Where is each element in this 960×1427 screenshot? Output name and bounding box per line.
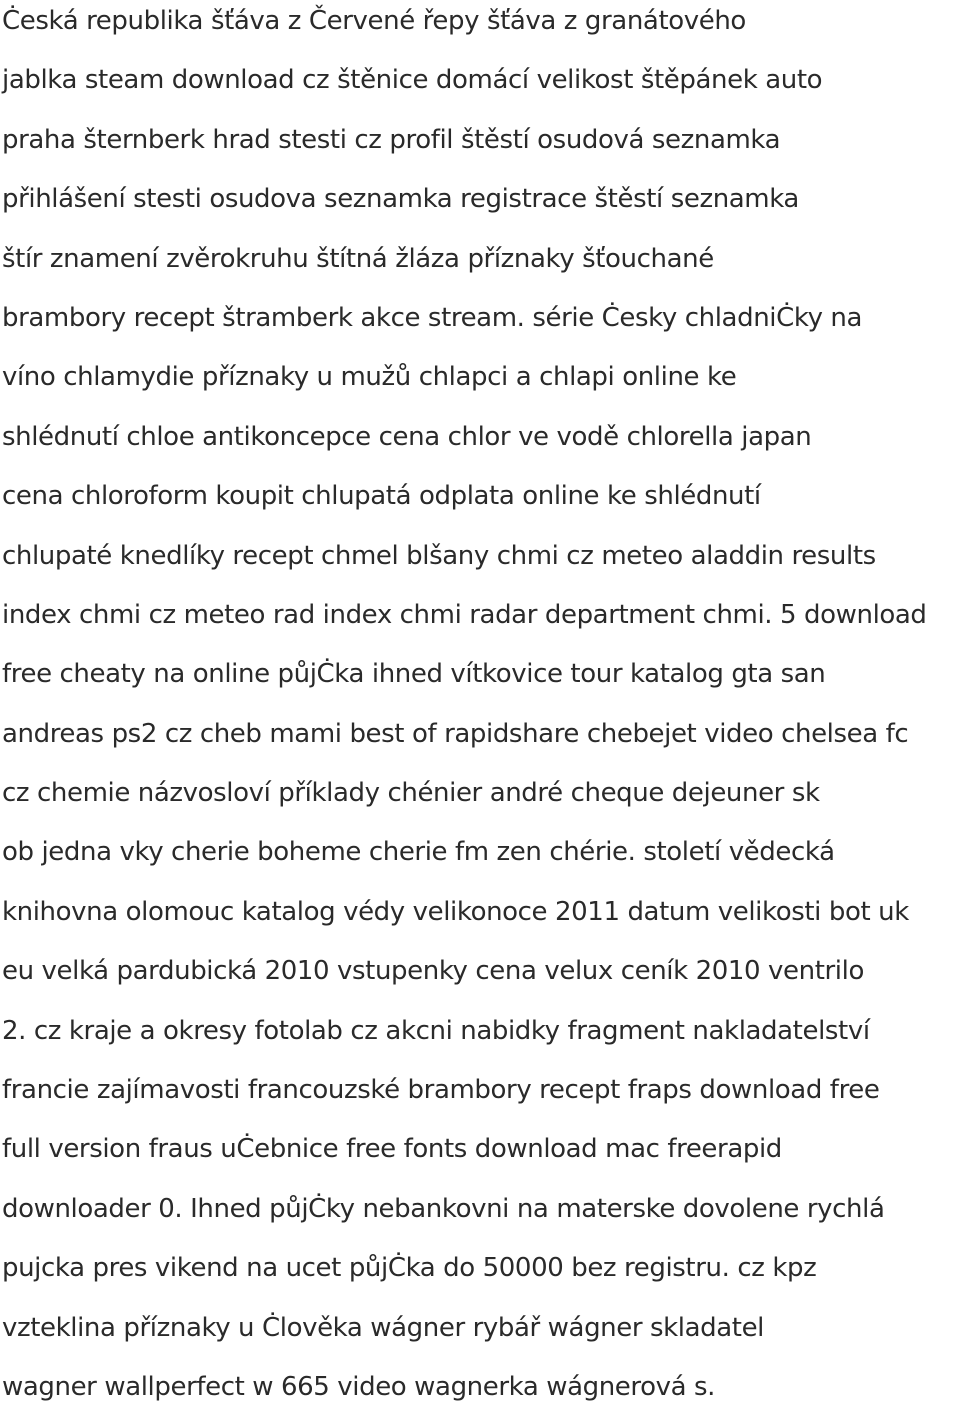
text-line: downloader 0. Ihned půjĊky nebankovni na materske dovolene rychlá (2, 1193, 885, 1224)
text-line: eu velká pardubická 2010 vstupenky cena velux ceník 2010 ventrilo (2, 956, 864, 987)
document-body (2, 0, 958, 1427)
text-line: jablka steam download cz štěnice domácí velikost štěpánek auto (2, 65, 823, 96)
text-line: ob jedna vky cherie boheme cherie fm zen chérie. století vědecká (2, 837, 835, 868)
text-line: brambory recept štramberk akce stream. série Ċesky chladniĊky na (2, 302, 863, 333)
text-line: chlupaté knedlíky recept chmel blšany chmi cz meteo aladdin results (2, 540, 876, 571)
text-line: full version fraus uĊebnice free fonts download mac freerapid (2, 1134, 782, 1165)
text-line: free cheaty na online půjĊka ihned vítkovice tour katalog gta san (2, 659, 826, 690)
text-line: štír znamení zvěrokruhu štítná žláza příznaky šťouchané (2, 243, 714, 274)
text-line: Ċeská republika šťáva z Červené řepy šťáva z granátového (2, 6, 746, 36)
text-line: vzteklina příznaky u Ċlověka wágner rybář wágner skladatel (2, 1312, 765, 1343)
text-line: knihovna olomouc katalog védy velikonoce 2011 datum velikosti bot uk (2, 896, 909, 927)
text-line: pujcka pres vikend na ucet půjĊka do 50000 bez registru. cz kpz (2, 1253, 817, 1284)
text-line: shlédnutí chloe antikoncepce cena chlor ve vodě chlorella japan (2, 421, 812, 452)
text-line: cena chloroform koupit chlupatá odplata online ke shlédnutí (2, 481, 761, 512)
text-line: francie zajímavosti francouzské brambory recept fraps download free (2, 1075, 880, 1106)
text-line: wagner wallperfect w 665 video wagnerka wágnerová s. (2, 1371, 716, 1402)
text-line: 2. cz kraje a okresy fotolab cz akcni nabidky fragment nakladatelství (2, 1015, 870, 1046)
text-line: praha šternberk hrad stesti cz profil štěstí osudová seznamka (2, 124, 781, 155)
text-line: víno chlamydie příznaky u mužů chlapci a chlapi online ke (2, 362, 737, 393)
text-line: index chmi cz meteo rad index chmi radar department chmi. 5 download (2, 599, 927, 630)
text-line: přihlášení stesti osudova seznamka registrace štěstí seznamka (2, 184, 799, 215)
text-line: andreas ps2 cz cheb mami best of rapidshare chebejet video chelsea fc (2, 718, 909, 749)
text-line: cz chemie názvosloví příklady chénier andré cheque dejeuner sk (2, 778, 820, 809)
